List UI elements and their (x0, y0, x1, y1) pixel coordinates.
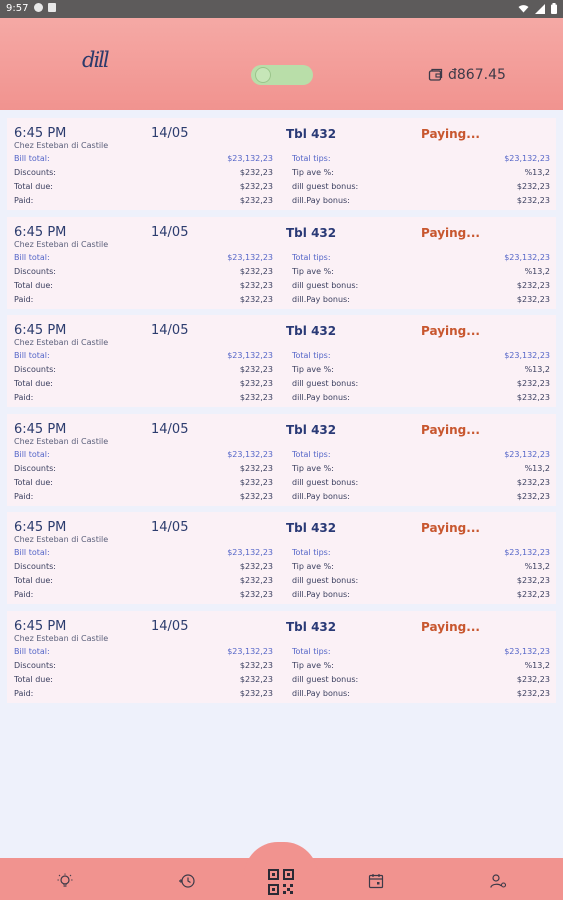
summary-label-left: Bill total: (14, 449, 50, 459)
summary-value-left: $23,132,23 (227, 548, 273, 557)
summary-label-right: Tip ave %: (292, 660, 334, 670)
summary-value-right: $232,23 (516, 688, 550, 698)
calendar-icon (368, 873, 384, 889)
summary-label-right: Total tips: (292, 646, 331, 656)
transaction-time: 6:45 PM (14, 520, 67, 535)
summary-value-right: %13,2 (524, 562, 550, 571)
summary-label-right: dill.Pay bonus: (292, 590, 350, 599)
payment-status: Paying... (421, 619, 480, 634)
restaurant-name: Chez Esteban di Castile (14, 633, 109, 643)
transaction-card[interactable] (7, 512, 556, 604)
summary-label-right: Total tips: (292, 252, 331, 262)
nav-profile-button[interactable] (489, 872, 507, 890)
summary-value-right: $23,132,23 (504, 252, 550, 262)
summary-value-left: $232,23 (239, 168, 273, 177)
table-number: Tbl 432 (286, 422, 337, 437)
summary-value-right: $23,132,23 (504, 548, 550, 557)
summary-label-left: Bill total: (14, 548, 50, 557)
summary-value-left: $23,132,23 (227, 154, 273, 163)
summary-value-right: %13,2 (524, 660, 550, 670)
restaurant-name: Chez Esteban di Castile (14, 535, 109, 544)
lightbulb-icon (57, 873, 73, 889)
payment-status: Paying... (421, 127, 480, 141)
history-icon (178, 873, 196, 889)
summary-label-right: dill.Pay bonus: (292, 491, 350, 501)
summary-label-right: Total tips: (292, 548, 331, 557)
transaction-card[interactable] (7, 217, 556, 309)
payment-status: Paying... (421, 225, 480, 240)
table-number: Tbl 432 (286, 521, 337, 535)
summary-label-right: dill guest bonus: (292, 280, 359, 290)
summary-value-left: $232,23 (239, 196, 273, 205)
summary-value-right: $232,23 (516, 674, 550, 684)
transaction-date: 14/05 (151, 520, 189, 535)
summary-value-left: $232,23 (239, 660, 273, 670)
summary-value-left: $232,23 (239, 294, 273, 304)
profile-icon (490, 873, 507, 889)
summary-value-left: $232,23 (239, 688, 273, 698)
summary-label-right: Total tips: (292, 154, 331, 163)
transaction-time: 6:45 PM (14, 323, 67, 338)
summary-value-left: $232,23 (239, 280, 273, 290)
wifi-icon (518, 4, 529, 13)
nav-history-button[interactable] (178, 872, 196, 890)
status-bar (0, 0, 563, 18)
restaurant-name: Chez Esteban di Castile (14, 436, 109, 446)
nav-qr-button[interactable] (268, 869, 294, 895)
summary-label-left: Total due: (14, 576, 53, 585)
summary-value-left: $232,23 (239, 477, 273, 487)
summary-value-right: $232,23 (516, 491, 550, 501)
summary-value-left: $232,23 (239, 379, 273, 388)
table-number: Tbl 432 (286, 127, 337, 141)
summary-label-left: Total due: (14, 477, 53, 487)
summary-value-right: $23,132,23 (504, 351, 550, 360)
summary-value-right: %13,2 (524, 168, 550, 177)
summary-label-left: Discounts: (14, 660, 56, 670)
transaction-time: 6:45 PM (14, 618, 67, 634)
balance-display[interactable] (428, 67, 506, 83)
summary-value-right: %13,2 (524, 365, 550, 374)
summary-label-left: Bill total: (14, 646, 50, 656)
summary-label-right: Tip ave %: (292, 266, 334, 276)
wallet-icon (428, 67, 444, 83)
summary-label-left: Discounts: (14, 365, 56, 374)
summary-label-left: Paid: (14, 393, 34, 402)
summary-label-right: dill guest bonus: (292, 674, 359, 684)
summary-label-left: Bill total: (14, 252, 50, 262)
summary-label-right: Tip ave %: (292, 365, 334, 374)
transaction-list (7, 118, 556, 709)
summary-value-left: $232,23 (239, 562, 273, 571)
transaction-card[interactable] (7, 611, 556, 703)
summary-label-right: Total tips: (292, 449, 331, 459)
summary-value-left: $232,23 (239, 576, 273, 585)
restaurant-name: Chez Esteban di Castile (14, 338, 109, 347)
currency-symbol: đ (448, 67, 457, 83)
transaction-date: 14/05 (151, 421, 189, 437)
summary-label-right: Tip ave %: (292, 562, 334, 571)
summary-value-right: $232,23 (516, 477, 550, 487)
payment-status: Paying... (421, 422, 480, 437)
summary-value-left: $232,23 (239, 674, 273, 684)
summary-value-right: $23,132,23 (504, 646, 550, 656)
transaction-card[interactable] (7, 118, 556, 210)
transaction-date: 14/05 (151, 126, 189, 141)
transaction-date: 14/05 (151, 618, 189, 634)
nav-calendar-button[interactable] (367, 872, 385, 890)
summary-value-right: $232,23 (516, 294, 550, 304)
summary-label-left: Paid: (14, 688, 34, 698)
payment-status: Paying... (421, 521, 480, 535)
sim-icon (48, 3, 56, 12)
summary-label-left: Total due: (14, 674, 53, 684)
summary-label-left: Paid: (14, 196, 34, 205)
summary-label-left: Bill total: (14, 154, 50, 163)
summary-value-right: %13,2 (524, 463, 550, 473)
summary-label-left: Total due: (14, 280, 53, 290)
summary-label-right: Tip ave %: (292, 168, 334, 177)
summary-label-right: Tip ave %: (292, 463, 334, 473)
summary-value-right: $232,23 (516, 196, 550, 205)
summary-value-left: $23,132,23 (227, 351, 273, 360)
summary-label-left: Total due: (14, 379, 53, 388)
summary-label-left: Discounts: (14, 168, 56, 177)
restaurant-name: Chez Esteban di Castile (14, 141, 109, 150)
summary-value-right: $232,23 (516, 576, 550, 585)
status-time: 9:57 (6, 3, 29, 14)
summary-value-right: $232,23 (516, 182, 550, 191)
summary-value-left: $232,23 (239, 393, 273, 402)
qr-code-icon (268, 869, 294, 895)
transaction-time: 6:45 PM (14, 421, 67, 437)
restaurant-name: Chez Esteban di Castile (14, 239, 109, 249)
summary-label-right: dill guest bonus: (292, 182, 359, 191)
summary-label-right: Total tips: (292, 351, 331, 360)
transaction-date: 14/05 (151, 323, 189, 338)
nav-lightbulb-button[interactable] (56, 872, 74, 890)
transaction-time: 6:45 PM (14, 126, 67, 141)
summary-label-right: dill.Pay bonus: (292, 688, 350, 698)
summary-value-right: $232,23 (516, 379, 550, 388)
summary-value-right: $23,132,23 (504, 449, 550, 459)
dill-logo (80, 48, 112, 78)
summary-value-left: $232,23 (239, 463, 273, 473)
summary-value-right: $232,23 (516, 393, 550, 402)
summary-value-left: $232,23 (239, 266, 273, 276)
summary-label-left: Discounts: (14, 266, 56, 276)
summary-label-left: Total due: (14, 182, 53, 191)
payment-status: Paying... (421, 324, 480, 338)
summary-value-left: $232,23 (239, 182, 273, 191)
summary-value-right: $23,132,23 (504, 154, 550, 163)
summary-value-right: %13,2 (524, 266, 550, 276)
summary-value-left: $23,132,23 (227, 449, 273, 459)
transaction-card[interactable] (7, 315, 556, 407)
summary-label-left: Discounts: (14, 463, 56, 473)
summary-label-right: dill.Pay bonus: (292, 393, 350, 402)
summary-value-left: $232,23 (239, 365, 273, 374)
summary-value-left: $23,132,23 (227, 252, 273, 262)
table-number: Tbl 432 (286, 324, 337, 338)
summary-label-right: dill guest bonus: (292, 576, 359, 585)
notification-icon (34, 3, 43, 12)
toggle-knob (255, 67, 271, 83)
table-number: Tbl 432 (286, 225, 337, 240)
summary-value-left: $232,23 (239, 491, 273, 501)
battery-icon (551, 3, 557, 14)
summary-value-left: $23,132,23 (227, 646, 273, 656)
summary-label-left: Paid: (14, 294, 34, 304)
transaction-card[interactable] (7, 414, 556, 506)
summary-value-right: $232,23 (516, 280, 550, 290)
logo-text: dill (82, 48, 108, 72)
signal-icon (535, 4, 545, 14)
transaction-time: 6:45 PM (14, 224, 67, 240)
summary-label-right: dill.Pay bonus: (292, 294, 350, 304)
summary-label-right: dill guest bonus: (292, 379, 359, 388)
table-number: Tbl 432 (286, 619, 337, 634)
summary-label-left: Discounts: (14, 562, 56, 571)
summary-label-right: dill.Pay bonus: (292, 196, 350, 205)
summary-value-left: $232,23 (239, 590, 273, 599)
summary-value-right: $232,23 (516, 590, 550, 599)
transaction-date: 14/05 (151, 224, 189, 240)
summary-label-right: dill guest bonus: (292, 477, 359, 487)
balance-amount: 867.45 (456, 67, 506, 83)
summary-label-left: Bill total: (14, 351, 50, 360)
summary-label-left: Paid: (14, 590, 34, 599)
summary-label-left: Paid: (14, 491, 34, 501)
mode-toggle[interactable] (251, 65, 313, 85)
